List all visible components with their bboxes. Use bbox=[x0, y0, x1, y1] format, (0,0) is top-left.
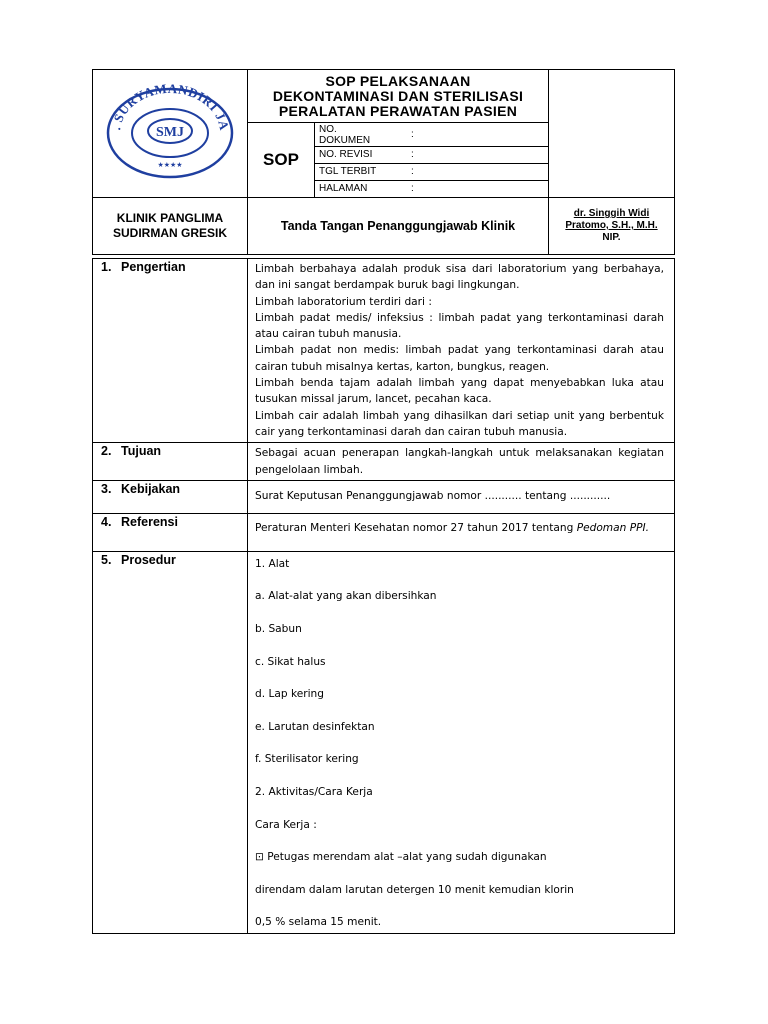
meta-colon: : bbox=[411, 148, 414, 160]
procedure-line: 1. Alat bbox=[255, 557, 290, 570]
procedure-line: e. Larutan desinfektan bbox=[255, 720, 375, 733]
section-row-referensi bbox=[93, 513, 675, 551]
section-row-kebijakan bbox=[93, 480, 675, 513]
procedure-line: 0,5 % selama 15 menit. bbox=[255, 916, 382, 929]
section-number: 3. bbox=[101, 481, 112, 496]
signer-nip: NIP. bbox=[602, 232, 621, 243]
title-line: SOP PELAKSANAAN bbox=[325, 72, 471, 89]
clinic-name bbox=[93, 198, 248, 255]
section-number: 5. bbox=[101, 552, 112, 567]
section-label bbox=[93, 551, 248, 934]
reference-title-italic: Pedoman PPI. bbox=[576, 521, 649, 534]
meta-row-no-dokumen bbox=[315, 123, 549, 147]
meta-label: NO. REVISI bbox=[319, 148, 373, 160]
section-title: Kebijakan bbox=[121, 481, 181, 496]
meta-label: TGL TERBIT bbox=[319, 165, 377, 177]
company-logo bbox=[100, 81, 240, 181]
paragraph: Limbah laboratorium terdiri dari : bbox=[255, 295, 432, 308]
clinic-name-line: SUDIRMAN GRESIK bbox=[112, 226, 227, 240]
meta-colon: : bbox=[411, 182, 414, 194]
sop-label: SOP bbox=[248, 123, 315, 198]
reference-text: Peraturan Menteri Kesehatan nomor 27 tahun 2017 tentang bbox=[255, 521, 577, 534]
section-label bbox=[93, 513, 248, 551]
signer-block bbox=[549, 198, 675, 255]
procedure-line: ⊡ Petugas merendam alat –alat yang sudah digunakan bbox=[255, 851, 547, 864]
procedure-line: a. Alat-alat yang akan dibersihkan bbox=[255, 590, 437, 603]
meta-row-tgl-terbit bbox=[315, 164, 549, 181]
section-number: 1. bbox=[101, 260, 112, 274]
clinic-name-line: KLINIK PANGLIMA bbox=[116, 211, 224, 225]
section-title: Prosedur bbox=[121, 552, 176, 567]
blank-corner-cell bbox=[549, 70, 675, 198]
procedure-line: direndam dalam larutan detergen 10 menit kemudian klorin bbox=[255, 883, 574, 896]
paragraph: Sebagai acuan penerapan langkah-langkah untuk melaksanakan kegiatan pengelolaan limbah. bbox=[255, 447, 664, 476]
section-number: 2. bbox=[101, 444, 112, 459]
meta-row-halaman bbox=[315, 181, 549, 198]
section-number: 4. bbox=[101, 514, 112, 529]
meta-label: NO. DOKUMEN bbox=[319, 123, 371, 146]
section-label bbox=[93, 480, 248, 513]
paragraph: Surat Keputusan Penanggungjawab nomor ........... tentang ............ bbox=[255, 489, 611, 502]
section-row-pengertian bbox=[93, 259, 675, 443]
meta-colon: : bbox=[411, 128, 414, 140]
section-label bbox=[93, 259, 248, 443]
logo-center-text: SMJ bbox=[156, 125, 184, 140]
title-line: DEKONTAMINASI DAN STERILISASI bbox=[272, 87, 524, 104]
section-title: Pengertian bbox=[121, 260, 186, 274]
logo-stars: ★★★★ bbox=[157, 162, 183, 169]
procedure-line: d. Lap kering bbox=[255, 688, 324, 701]
section-title: Referensi bbox=[121, 514, 178, 529]
section-label bbox=[93, 443, 248, 481]
section-content bbox=[248, 443, 675, 481]
procedure-line: Cara Kerja : bbox=[255, 818, 317, 831]
paragraph: Limbah padat non medis: limbah padat yang terkontaminasi darah atau cairan tubuh misalnya kertas, karton, bungkus, reagen. bbox=[255, 344, 664, 373]
section-content bbox=[248, 551, 675, 934]
procedure-line: b. Sabun bbox=[255, 623, 302, 636]
section-row-prosedur bbox=[93, 551, 675, 934]
sop-header-table bbox=[92, 69, 675, 255]
section-content bbox=[248, 480, 675, 513]
signer-name-line: dr. Singgih Widi bbox=[573, 208, 650, 219]
paragraph: Limbah berbahaya adalah produk sisa dari laboratorium yang berbahaya, dan ini sangat berdampak buruk bagi lingkungan. bbox=[255, 263, 664, 292]
procedure-line: f. Sterilisator kering bbox=[255, 753, 359, 766]
meta-row-no-revisi bbox=[315, 147, 549, 164]
meta-label: HALAMAN bbox=[319, 182, 368, 194]
paragraph: Limbah padat medis/ infeksius : limbah padat yang terkontaminasi darah atau cairan tubuh manusia. bbox=[255, 311, 664, 341]
logo-ring-text: . SURYAMANDIRI JA bbox=[108, 81, 232, 131]
signature-label: Tanda Tangan Penanggungjawab Klinik bbox=[248, 198, 549, 255]
meta-colon: : bbox=[411, 165, 414, 177]
procedure-line: 2. Aktivitas/Cara Kerja bbox=[255, 786, 373, 799]
paragraph: Limbah benda tajam adalah limbah yang dapat menyebabkan luka atau tusukan missal jarum, lancet, pecahan kaca. bbox=[255, 377, 664, 406]
section-content bbox=[248, 259, 675, 443]
section-title: Tujuan bbox=[121, 444, 162, 459]
paragraph bbox=[255, 520, 664, 536]
document-title bbox=[248, 70, 549, 123]
logo-cell bbox=[93, 70, 248, 198]
sop-content-table bbox=[92, 258, 675, 934]
procedure-line: c. Sikat halus bbox=[255, 655, 326, 668]
signer-name-line: Pratomo, S.H., M.H. bbox=[565, 220, 658, 231]
title-line: PERALATAN PERAWATAN PASIEN bbox=[278, 102, 518, 119]
section-content bbox=[248, 513, 675, 551]
section-row-tujuan bbox=[93, 443, 675, 481]
paragraph: Limbah cair adalah limbah yang dihasilkan dari setiap unit yang berbentuk cair yang terkontaminasi darah dan cairan tubuh manusia. bbox=[255, 409, 664, 438]
